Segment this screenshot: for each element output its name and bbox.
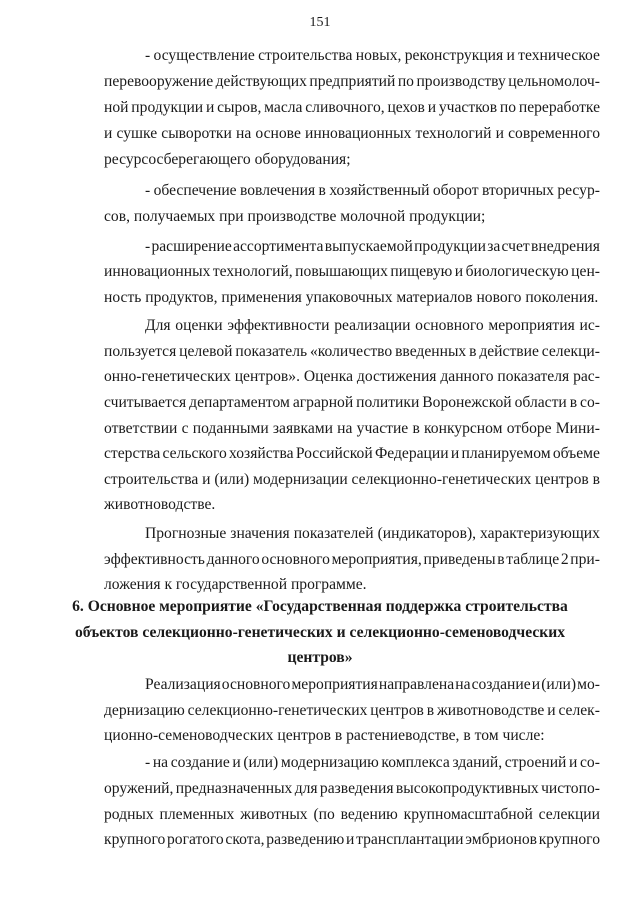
bullet-1-line-5: ресурсосберегающего оборудования; [104,151,351,168]
heading-6-line-2: объектов селекционно-генетических и селекционно-семеноводческих [74,624,566,641]
para-evaluation-line-8: животноводстве. [104,496,216,513]
bullet-3-line-2: инновационных технологий, повышающих пищевую и биологическую цен- [104,263,600,280]
bullet-1-line-2: перевооружение действующих предприятий по производству цельномолоч- [104,73,600,90]
bullet-4-line-2: оружений, предназначенных для разведения высокопродуктивных чистопо- [104,780,600,797]
bullet-1-line-4: и сушке сыворотки на основе инновационных технологий и современного [104,125,600,142]
para-implementation-line-1: Реализация основного мероприятия направлена на создание и (или) мо- [145,676,600,693]
bullet-1-line-1: - осуществление строительства новых, реконструкция и техническое [145,47,600,64]
para-evaluation-line-6: стерства сельского хозяйства Российской Федерации и планируемом объеме [104,445,600,462]
bullet-2-line-1: - обеспечение вовлечения в хозяйственный оборот вторичных ресур- [145,182,600,199]
heading-6-line-1: 6. Основное мероприятие «Государственная поддержка строительства [72,598,568,615]
bullet-3-line-1: - расширение ассортимента выпускаемой продукции за счет внедрения [145,238,600,255]
bullet-1-line-3: ной продукции и сыров, масла сливочного, цехов и участков по переработке [104,99,600,116]
para-forecast-line-2: эффективность данного основного мероприятия, приведены в таблице 2 при- [104,551,600,568]
para-implementation-line-3: ционно-семеноводческих центров в растениеводстве, в том числе: [104,727,545,744]
heading-6-line-3: центров» [287,649,353,666]
para-evaluation-line-5: ответствии с поданными заявками на участие в конкурсном отборе Мини- [104,420,600,437]
para-evaluation-line-3: онно-генетических центров». Оценка достижения данного показателя рас- [104,368,600,385]
para-forecast-line-1: Прогнозные значения показателей (индикаторов), характеризующих [145,525,600,542]
para-forecast-line-3: ложения к государственной программе. [104,576,367,593]
para-evaluation-line-1: Для оценки эффективности реализации основного мероприятия ис- [145,317,600,334]
bullet-2-line-2: сов, получаемых при производстве молочной продукции; [104,208,486,225]
para-evaluation-line-7: строительства и (или) модернизации селекционно-генетических центров в [104,471,600,488]
bullet-3-line-3: ность продуктов, применения упаковочных материалов нового поколения. [104,289,599,306]
page-number: 151 [309,15,331,30]
bullet-4-line-4: крупного рогатого скота, разведению и трансплантации эмбрионов крупного [104,831,600,848]
para-evaluation-line-4: считывается департаментом аграрной политики Воронежской области в со- [104,394,600,411]
para-evaluation-line-2: пользуется целевой показатель «количество введенных в действие селекци- [104,343,600,360]
bullet-4-line-1: - на создание и (или) модернизацию комплекса зданий, строений и со- [145,754,600,771]
bullet-4-line-3: родных племенных животных (по ведению крупномасштабной селекции [104,806,600,823]
para-implementation-line-2: дернизацию селекционно-генетических центров в животноводстве и селек- [104,702,600,719]
